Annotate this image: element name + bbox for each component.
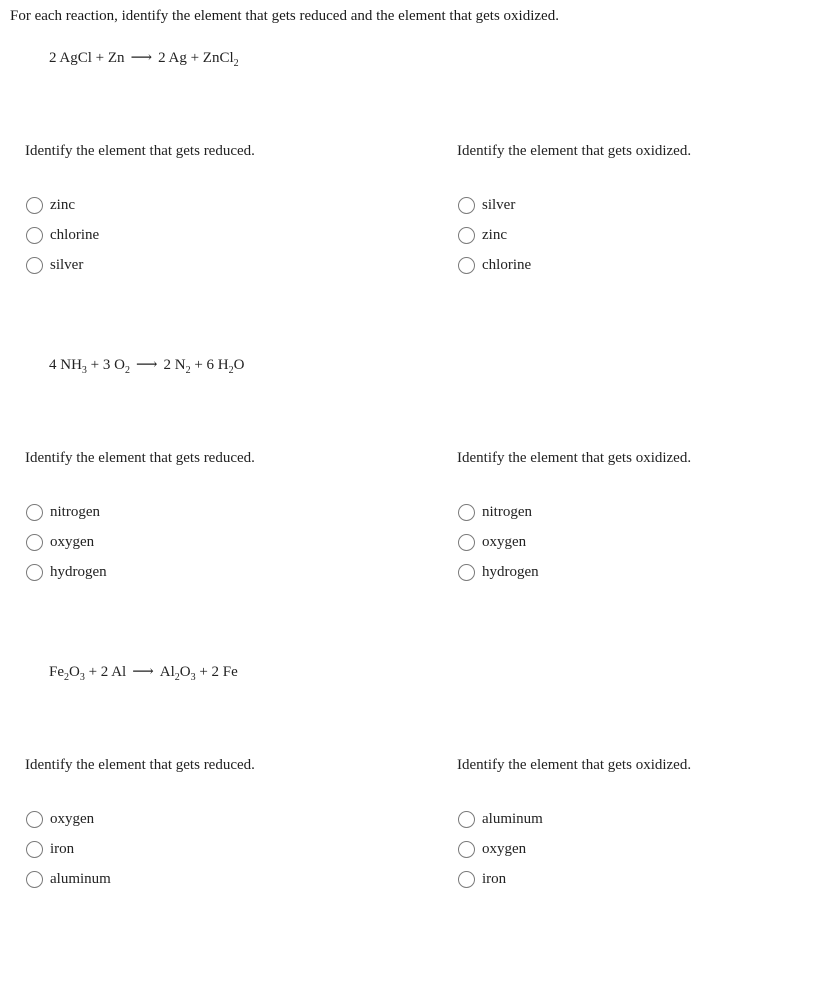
subscript: 2 — [233, 58, 239, 69]
radio-button[interactable] — [458, 257, 475, 274]
option-label: iron — [50, 840, 75, 857]
reaction-1-reduced-prompt: Identify the element that gets reduced. — [25, 143, 255, 159]
option-label: zinc — [50, 196, 75, 213]
reaction-1-oxidized-option[interactable] — [458, 190, 531, 220]
reaction-2-reduced-option[interactable] — [26, 497, 107, 527]
reaction-3-oxidized-option[interactable] — [458, 804, 543, 834]
reaction-2-oxidized-options — [458, 497, 539, 587]
reaction-3-reduced-prompt: Identify the element that gets reduced. — [25, 757, 255, 773]
subscript: 3 — [81, 365, 87, 376]
reaction-1-reduced-options — [26, 190, 99, 280]
reaction-2-reduced-options — [26, 497, 107, 587]
radio-button[interactable] — [458, 564, 475, 581]
product-text: 2 N — [163, 357, 186, 373]
subscript: 2 — [228, 365, 234, 376]
option-label: nitrogen — [482, 503, 532, 520]
subscript: 3 — [190, 672, 196, 683]
reactant-text: O — [69, 664, 80, 680]
reaction-2-equation — [49, 355, 244, 374]
radio-button[interactable] — [458, 871, 475, 888]
radio-button[interactable] — [26, 811, 43, 828]
option-label: chlorine — [482, 256, 532, 273]
option-label: aluminum — [50, 870, 111, 887]
radio-button[interactable] — [26, 197, 43, 214]
reaction-1-equation — [49, 48, 239, 67]
instruction-text: For each reaction, identify the element that gets reduced and the element that gets oxidized. — [10, 8, 559, 24]
reaction-2-reduced-prompt: Identify the element that gets reduced. — [25, 450, 255, 466]
reaction-3-reduced-option[interactable] — [26, 834, 111, 864]
reaction-1-oxidized-option[interactable] — [458, 250, 531, 280]
product-text: Al — [159, 664, 175, 680]
reaction-3-oxidized-options — [458, 804, 543, 894]
reaction-arrow-icon: ⟶ — [135, 357, 158, 373]
reaction-1-oxidized-options — [458, 190, 531, 280]
radio-button[interactable] — [26, 841, 43, 858]
option-label: nitrogen — [50, 503, 100, 520]
reaction-3-reduced-options — [26, 804, 111, 894]
radio-button[interactable] — [458, 504, 475, 521]
option-label: oxygen — [50, 533, 95, 550]
reaction-2-oxidized-prompt: Identify the element that gets oxidized. — [457, 450, 692, 466]
option-label: oxygen — [482, 840, 527, 857]
reaction-2-oxidized-option[interactable] — [458, 497, 539, 527]
reaction-1-oxidized-prompt: Identify the element that gets oxidized. — [457, 143, 692, 159]
subscript: 2 — [174, 672, 180, 683]
reaction-arrow-icon: ⟶ — [130, 50, 153, 66]
subscript: 2 — [185, 365, 191, 376]
subscript: 2 — [124, 365, 130, 376]
reactant-text: Fe — [49, 664, 64, 680]
reaction-3-reduced-option[interactable] — [26, 864, 111, 894]
option-label: hydrogen — [482, 563, 539, 580]
reaction-2-reduced-option[interactable] — [26, 557, 107, 587]
option-label: aluminum — [482, 810, 543, 827]
option-label: hydrogen — [50, 563, 107, 580]
radio-button[interactable] — [26, 504, 43, 521]
reaction-1-reduced-option[interactable] — [26, 220, 99, 250]
option-label: chlorine — [50, 226, 100, 243]
reaction-2-oxidized-option[interactable] — [458, 557, 539, 587]
reactant-text: + 2 Al — [84, 664, 127, 680]
option-label: oxygen — [50, 810, 95, 827]
product-text: O — [233, 357, 245, 373]
reaction-3-equation — [49, 662, 238, 681]
radio-button[interactable] — [26, 534, 43, 551]
radio-button[interactable] — [26, 871, 43, 888]
reaction-3-oxidized-option[interactable] — [458, 834, 543, 864]
product-text: + 2 Fe — [195, 664, 238, 680]
reaction-1-reduced-option[interactable] — [26, 190, 99, 220]
radio-button[interactable] — [458, 811, 475, 828]
reactant-text: 2 AgCl + Zn — [49, 50, 125, 66]
radio-button[interactable] — [458, 534, 475, 551]
radio-button[interactable] — [458, 197, 475, 214]
reaction-3-reduced-option[interactable] — [26, 804, 111, 834]
reaction-3-oxidized-option[interactable] — [458, 864, 543, 894]
option-label: zinc — [482, 226, 507, 243]
reaction-1-reduced-option[interactable] — [26, 250, 99, 280]
radio-button[interactable] — [458, 841, 475, 858]
radio-button[interactable] — [458, 227, 475, 244]
option-label: oxygen — [482, 533, 527, 550]
reaction-2-reduced-option[interactable] — [26, 527, 107, 557]
option-label: silver — [482, 196, 516, 213]
reaction-1-oxidized-option[interactable] — [458, 220, 531, 250]
subscript: 3 — [79, 672, 85, 683]
radio-button[interactable] — [26, 227, 43, 244]
product-text: 2 Ag + ZnCl — [158, 50, 234, 66]
reaction-arrow-icon: ⟶ — [132, 664, 154, 680]
reactant-text: + 3 O — [86, 357, 125, 373]
reactant-text: 4 NH — [49, 357, 82, 373]
radio-button[interactable] — [26, 564, 43, 581]
option-label: iron — [482, 870, 507, 887]
product-text: O — [179, 664, 191, 680]
reaction-3-oxidized-prompt: Identify the element that gets oxidized. — [457, 757, 692, 773]
product-text: + 6 H — [190, 357, 229, 373]
subscript: 2 — [64, 672, 69, 683]
reaction-2-oxidized-option[interactable] — [458, 527, 539, 557]
option-label: silver — [50, 256, 84, 273]
radio-button[interactable] — [26, 257, 43, 274]
